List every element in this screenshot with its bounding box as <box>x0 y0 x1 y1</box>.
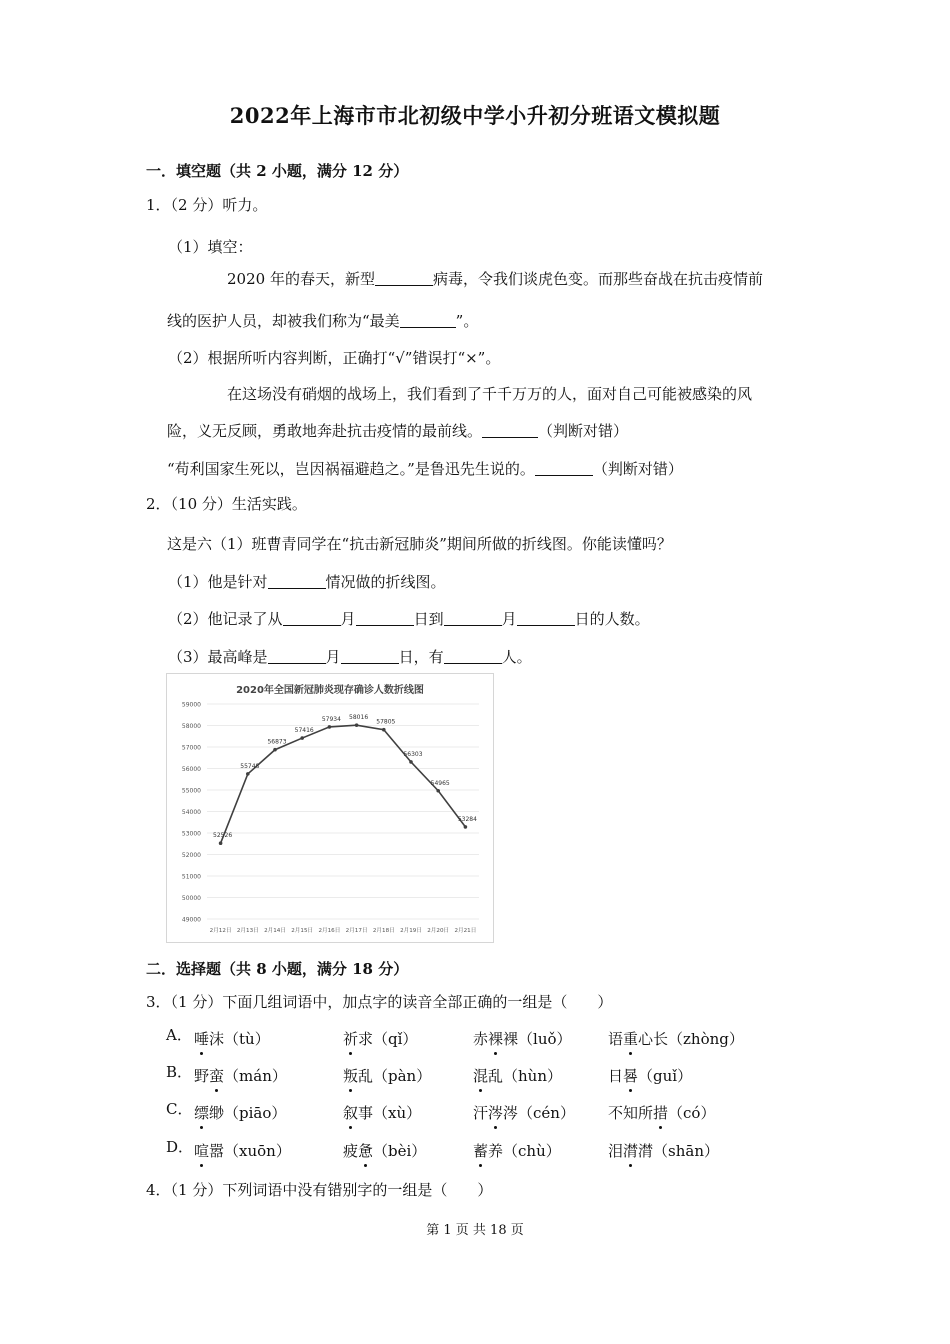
word-prefix: 汗 <box>473 1104 489 1122</box>
judge-label: （判断对错） <box>592 460 683 478</box>
data-point <box>409 760 413 764</box>
word-suffix-pinyin: 潸（shān） <box>638 1142 719 1160</box>
q2-s2-text-d: 月 <box>501 610 517 628</box>
q1-para1-text-c: 线的医护人员，却被我们称为“最美 <box>167 312 400 330</box>
dotted-character: 晷 <box>623 1067 639 1085</box>
q2-sub-3 <box>168 646 532 667</box>
section-heading-fill-blank: 一．填空题（共 2 小题，满分 12 分） <box>146 162 409 180</box>
data-point <box>328 725 332 729</box>
dotted-character: 惫 <box>358 1142 374 1160</box>
q2-s2-text-b: 月 <box>340 610 356 628</box>
q1-part2-label: （2）根据所听内容判断，正确打“√”错误打“×”。 <box>168 349 501 367</box>
q2-s2-text-e: 日的人数。 <box>574 610 650 628</box>
q2-s3-text-a: （3）最高峰是 <box>168 648 268 666</box>
data-point <box>464 825 468 829</box>
option-word <box>194 1065 287 1086</box>
option-word <box>343 1140 426 1161</box>
q1-paragraph-3 <box>167 458 683 479</box>
answer-blank[interactable] <box>517 611 575 626</box>
dotted-character: 叛 <box>343 1067 359 1085</box>
y-tick-label: 55000 <box>181 787 201 795</box>
x-tick-label: 2月18日 <box>372 928 395 934</box>
q2-intro: 这是六（1）班曹青同学在“抗击新冠肺炎”期间所做的折线图。你能读懂吗？ <box>167 535 672 553</box>
option-word <box>473 1102 575 1123</box>
y-tick-label: 59000 <box>181 701 201 709</box>
line-chart <box>167 674 493 942</box>
chart-title: 2020年全国新冠肺炎现存确诊人数折线图 <box>236 685 424 696</box>
q1-paragraph-1-line-2 <box>167 310 478 331</box>
word-suffix-pinyin: 沫（tù） <box>209 1030 270 1048</box>
page-title: 2022年上海市市北初级中学小升初分班语文模拟题 <box>229 103 721 128</box>
data-point <box>300 736 304 740</box>
option-word <box>608 1065 692 1086</box>
x-tick-label: 2月19日 <box>400 928 422 934</box>
data-label: 56873 <box>267 738 287 746</box>
q2-s1-text-b: 情况做的折线图。 <box>325 573 446 591</box>
q1-para3-text: “苟利国家生死以，岂因祸福避趋之。”是鲁迅先生说的。 <box>167 460 535 478</box>
section-heading-choice: 二．选择题（共 8 小题，满分 18 分） <box>146 960 409 978</box>
data-point <box>246 772 250 776</box>
y-tick-label: 50000 <box>181 895 201 902</box>
x-tick-label: 2月12日 <box>209 928 232 934</box>
y-tick-label: 54000 <box>181 809 201 816</box>
data-label: 55748 <box>240 762 260 770</box>
q2-s3-text-c: 日，有 <box>398 648 444 666</box>
data-label: 52526 <box>213 832 233 840</box>
word-suffix-pinyin: 涔（cén） <box>503 1104 575 1122</box>
y-tick-label: 57000 <box>181 744 201 752</box>
answer-blank[interactable] <box>444 649 502 664</box>
word-prefix: 野 <box>194 1067 210 1085</box>
series-line <box>221 725 466 843</box>
data-point <box>355 723 359 727</box>
dotted-character: 唾 <box>194 1030 210 1048</box>
option-word <box>608 1102 715 1123</box>
option-letter[interactable]: A． <box>166 1026 192 1044</box>
dotted-character: 喧 <box>194 1142 210 1160</box>
chart-data-labels <box>213 714 477 839</box>
q2-s1-text-a: （1）他是针对 <box>168 573 268 591</box>
data-label: 57934 <box>321 715 341 723</box>
word-suffix-pinyin: 养（chù） <box>488 1142 561 1160</box>
answer-blank[interactable] <box>356 611 414 626</box>
q2-s2-text-c: 日到 <box>413 610 444 628</box>
dotted-character: 裸 <box>488 1030 504 1048</box>
option-word <box>343 1065 431 1086</box>
option-letter[interactable]: D． <box>166 1138 194 1156</box>
y-tick-label: 53000 <box>181 830 201 838</box>
data-point <box>436 789 440 793</box>
answer-blank[interactable] <box>375 271 433 286</box>
q1-part1-label: （1）填空： <box>168 238 253 256</box>
answer-blank[interactable] <box>482 423 538 438</box>
option-word <box>194 1140 291 1161</box>
question-3-stem: 3．（1 分）下面几组词语中，加点字的读音全部正确的一组是（ ） <box>146 993 613 1011</box>
word-suffix-pinyin: 事（xù） <box>358 1104 422 1122</box>
y-tick-label: 58000 <box>181 723 201 730</box>
word-prefix: 语 <box>608 1030 624 1048</box>
question-1-stem: 1．（2 分）听力。 <box>146 196 268 214</box>
option-word <box>473 1065 562 1086</box>
q1-paragraph-1-line-1 <box>227 268 763 289</box>
y-tick-label: 51000 <box>181 873 201 881</box>
answer-blank[interactable] <box>341 649 399 664</box>
judge-label: （判断对错） <box>538 422 629 440</box>
question-4-stem: 4．（1 分）下列词语中没有错别字的一组是（ ） <box>146 1181 493 1199</box>
page-footer: 第 1 页 共 18 页 <box>426 1223 524 1238</box>
data-point <box>382 728 386 732</box>
question-2-stem: 2．（10 分）生活实践。 <box>146 495 307 513</box>
answer-blank[interactable] <box>283 611 341 626</box>
word-suffix-pinyin: （bèi） <box>373 1142 427 1160</box>
word-suffix-pinyin: （guǐ） <box>638 1067 693 1085</box>
q2-sub-1 <box>168 571 446 592</box>
word-suffix-pinyin: 裸（luǒ） <box>503 1030 572 1048</box>
word-prefix: 不知所 <box>608 1104 654 1122</box>
q1-para1-text-d: ”。 <box>455 312 479 330</box>
dotted-character: 混 <box>473 1067 489 1085</box>
option-word <box>194 1102 286 1123</box>
option-word <box>343 1102 421 1123</box>
option-word <box>473 1140 561 1161</box>
q2-s3-text-d: 人。 <box>501 648 532 666</box>
dotted-character: 措 <box>653 1104 669 1122</box>
q1-para1-text-a: 2020 年的春天，新型 <box>227 270 375 288</box>
q1-paragraph-2-line-2 <box>167 420 628 441</box>
word-suffix-pinyin: 缈（piāo） <box>209 1104 287 1122</box>
word-suffix-pinyin: （mán） <box>224 1067 287 1085</box>
option-letter[interactable]: C． <box>166 1100 193 1118</box>
word-prefix: 泪 <box>608 1142 624 1160</box>
word-suffix-pinyin: （có） <box>668 1104 716 1122</box>
x-tick-label: 2月15日 <box>291 928 314 934</box>
q2-s3-text-b: 月 <box>325 648 341 666</box>
dotted-character: 重 <box>623 1030 639 1048</box>
q2-sub-2 <box>168 608 650 629</box>
word-suffix-pinyin: 嚣（xuōn） <box>209 1142 291 1160</box>
data-label: 57805 <box>376 718 396 726</box>
data-label: 57416 <box>294 727 314 735</box>
answer-blank[interactable] <box>268 649 326 664</box>
data-point <box>219 841 223 845</box>
q1-para1-text-b: 病毒，令我们谈虎色变。而那些奋战在抗击疫情前 <box>432 270 763 288</box>
answer-blank[interactable] <box>444 611 502 626</box>
q1-para2-text-b: 险，义无反顾，勇敢地奔赴抗击疫情的最前线。 <box>167 422 483 440</box>
dotted-character: 祈 <box>343 1030 359 1048</box>
option-word <box>343 1028 417 1049</box>
dotted-character: 潸 <box>623 1142 639 1160</box>
answer-blank[interactable] <box>268 574 326 589</box>
word-suffix-pinyin: 乱（pàn） <box>358 1067 432 1085</box>
x-tick-label: 2月17日 <box>345 928 368 934</box>
option-word <box>608 1140 719 1161</box>
answer-blank[interactable] <box>400 313 456 328</box>
x-tick-label: 2月21日 <box>454 928 477 934</box>
data-label: 53284 <box>457 815 477 823</box>
answer-blank[interactable] <box>535 461 593 476</box>
line-chart-figure <box>166 673 494 943</box>
option-word <box>194 1028 270 1049</box>
option-word <box>608 1028 744 1049</box>
data-label: 54965 <box>430 779 450 787</box>
x-tick-label: 2月14日 <box>264 928 286 934</box>
chart-gridlines <box>207 704 479 919</box>
dotted-character: 蓄 <box>473 1142 489 1160</box>
dotted-character: 涔 <box>488 1104 504 1122</box>
x-tick-label: 2月20日 <box>427 928 450 934</box>
word-suffix-pinyin: 心长（zhòng） <box>638 1030 744 1048</box>
word-suffix-pinyin: 乱（hùn） <box>488 1067 562 1085</box>
y-tick-label: 49000 <box>181 916 201 924</box>
y-tick-label: 52000 <box>181 852 201 859</box>
option-word <box>473 1028 572 1049</box>
q1-paragraph-2-line-1: 在这场没有硝烟的战场上，我们看到了千千万万的人，面对自己可能被感染的风 <box>227 385 753 403</box>
x-tick-label: 2月13日 <box>236 928 259 934</box>
dotted-character: 叙 <box>343 1104 359 1122</box>
y-tick-label: 56000 <box>181 766 201 773</box>
data-point <box>273 748 277 752</box>
word-prefix: 疲 <box>343 1142 359 1160</box>
word-suffix-pinyin: 求（qǐ） <box>358 1030 418 1048</box>
dotted-character: 蛮 <box>209 1067 225 1085</box>
data-label: 58016 <box>349 714 369 722</box>
word-prefix: 赤 <box>473 1030 489 1048</box>
x-tick-label: 2月16日 <box>318 928 341 934</box>
word-prefix: 日 <box>608 1067 624 1085</box>
q2-s2-text-a: （2）他记录了从 <box>168 610 283 628</box>
dotted-character: 缥 <box>194 1104 210 1122</box>
option-letter[interactable]: B． <box>166 1063 193 1081</box>
chart-x-axis <box>210 926 477 934</box>
chart-y-axis <box>182 702 201 924</box>
data-label: 56303 <box>403 750 423 758</box>
